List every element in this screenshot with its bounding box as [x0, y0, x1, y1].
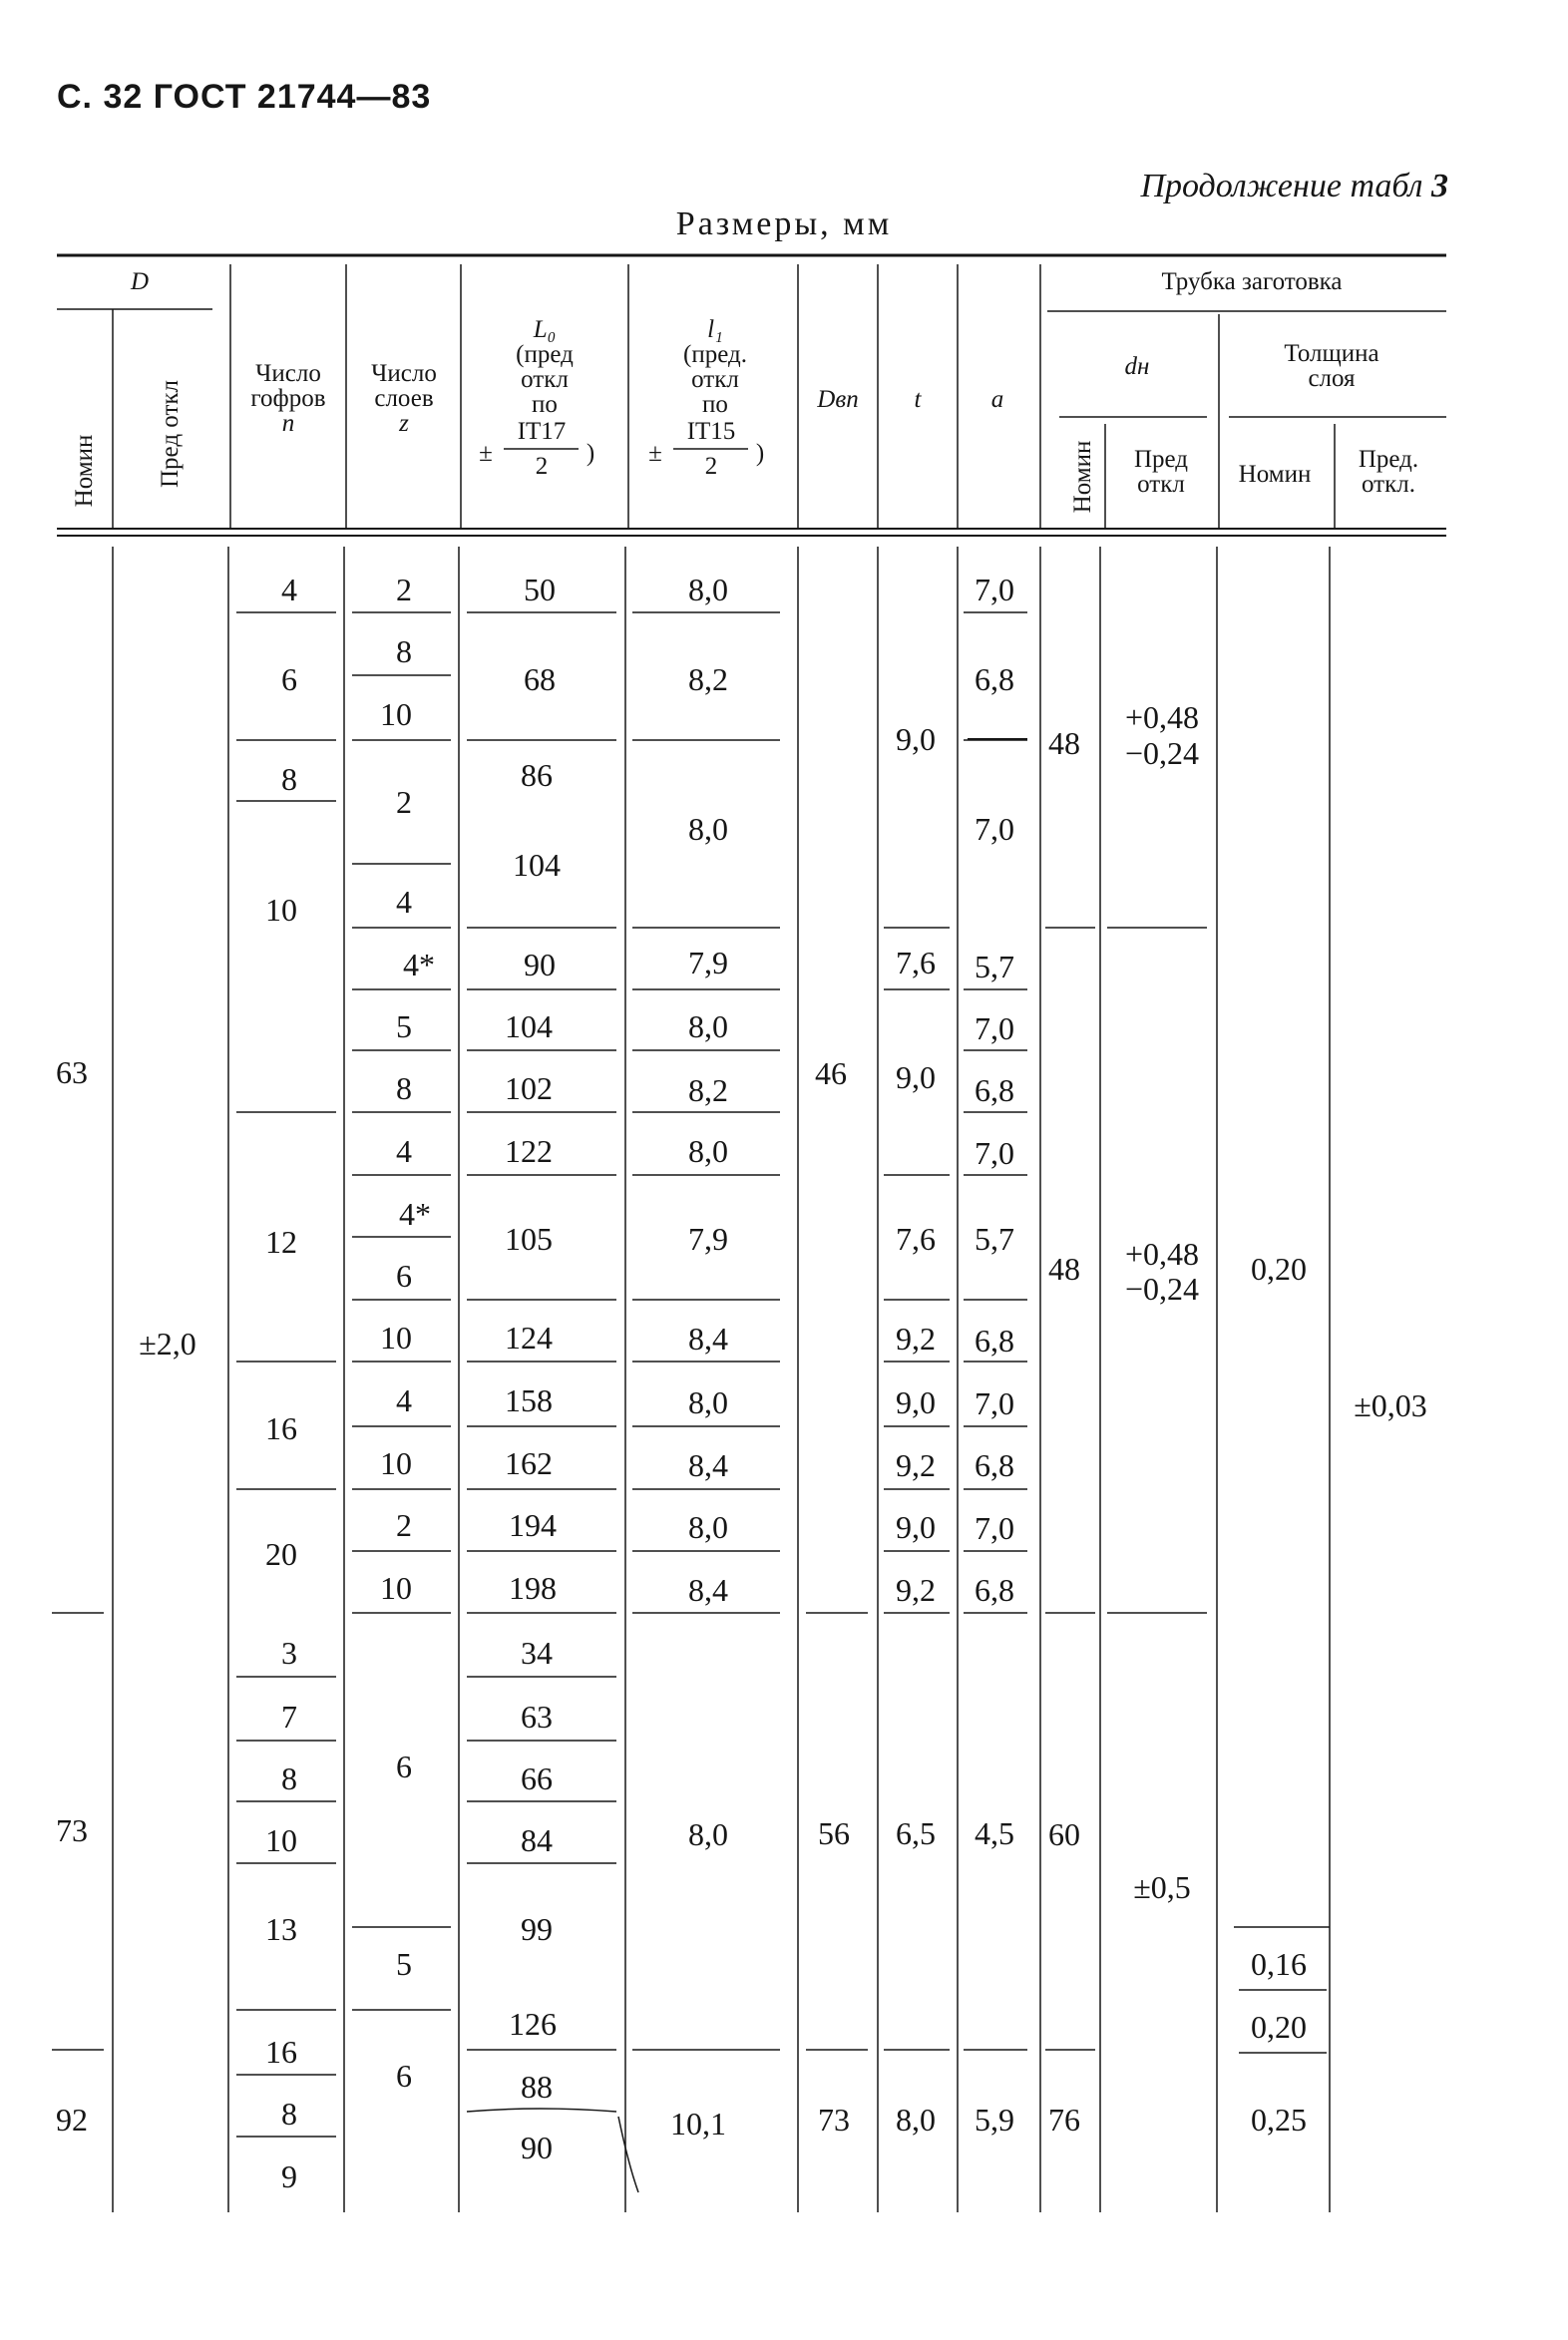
header-L0-num: IT17: [517, 418, 567, 445]
L0-value: 105: [505, 1221, 553, 1257]
header-L0-pm: ±: [479, 440, 493, 467]
Dvp-value: 56: [818, 1815, 850, 1851]
D-value: 63: [56, 1054, 88, 1090]
a-value: 5,9: [975, 2102, 1014, 2138]
Dvp-value: 73: [818, 2102, 850, 2138]
header-l1-num: IT15: [686, 418, 736, 445]
l1-value: 8,4: [688, 1447, 728, 1483]
header-l1-pm: ±: [648, 440, 662, 467]
dn-tol-upper: +0,48: [1124, 699, 1200, 735]
header-L0-4: по: [532, 391, 558, 418]
dn-tol-value: ±0,5: [1133, 1869, 1191, 1905]
z-value: 4*: [399, 1196, 431, 1232]
header-dn-nomin: Номин: [1069, 440, 1096, 514]
L0-value: 194: [509, 1507, 557, 1543]
l1-value: 8,4: [688, 1572, 728, 1608]
dn-tol-lower: −0,24: [1124, 735, 1200, 771]
n-value: 16: [265, 2034, 297, 2070]
n-value: 8: [281, 761, 297, 797]
L0-value: 99: [521, 1911, 553, 1947]
L0-value: 63: [521, 1699, 553, 1735]
header-a: a: [990, 386, 1004, 413]
l1-value: 8,4: [688, 1321, 728, 1357]
a-value: 6,8: [975, 661, 1014, 697]
z-value: 2: [396, 572, 412, 607]
l1-value: 7,9: [688, 945, 728, 980]
t-value: 8,0: [896, 2102, 936, 2138]
z-value: 10: [380, 696, 412, 732]
L0-value: 84: [521, 1822, 553, 1858]
header-z-3: z: [399, 410, 409, 437]
t-value: 9,2: [896, 1572, 936, 1608]
a-value: 4,5: [975, 1815, 1014, 1851]
D-tolerance: ±2,0: [139, 1326, 196, 1362]
t-value: 9,0: [896, 721, 936, 757]
l1-value: 8,2: [688, 661, 728, 697]
l1-value: 8,0: [688, 1816, 728, 1852]
header-z-1: Число: [371, 360, 437, 387]
header-n-2: гофров: [250, 385, 326, 412]
header-thickness-2: слоя: [1308, 365, 1356, 392]
l1-value: 8,2: [688, 1072, 728, 1108]
dn-tol-lower: −0,24: [1124, 1271, 1200, 1307]
dn-nomin-value: 48: [1048, 1251, 1080, 1287]
header-l1-3: откл: [691, 366, 739, 393]
z-value: 4: [396, 1382, 412, 1418]
Dvp-value: 46: [815, 1055, 847, 1091]
dn-nomin-value: 76: [1048, 2102, 1080, 2138]
l1-value: 8,0: [688, 1133, 728, 1169]
a-value: 5,7: [975, 1221, 1014, 1257]
n-value: 4: [281, 572, 297, 607]
z-value: 4: [396, 884, 412, 920]
n-value: 10: [265, 892, 297, 928]
table-number: 3: [1431, 168, 1448, 204]
a-value: 6,8: [975, 1072, 1014, 1108]
thickness-nomin-value: 0,25: [1251, 2102, 1307, 2138]
D-value: 92: [56, 2102, 88, 2138]
l1-value: 8,0: [688, 811, 728, 847]
t-value: 9,2: [896, 1321, 936, 1357]
thickness-nomin-value: 0,20: [1251, 2009, 1307, 2045]
header-n-1: Число: [255, 360, 321, 387]
a-value: 7,0: [975, 1385, 1014, 1421]
header-dn: dн: [1124, 353, 1150, 380]
z-value: 4*: [403, 947, 435, 982]
L0-value: 90: [521, 2130, 553, 2165]
header-l1-paren: ): [755, 440, 765, 467]
a-value: 5,7: [975, 949, 1014, 984]
header-Dvp: Dвп: [817, 386, 859, 413]
L0-value: 68: [524, 661, 556, 697]
header-l1-4: по: [702, 391, 728, 418]
z-value: 5: [396, 1008, 412, 1044]
L0-value: 198: [509, 1570, 557, 1606]
t-value: 7,6: [896, 1221, 936, 1257]
header-D-pred-otkl: Пред откл: [157, 379, 184, 489]
n-value: 10: [265, 1822, 297, 1858]
page-title: С. 32 ГОСТ 21744—83: [57, 78, 432, 116]
l1-value: 8,0: [688, 572, 728, 607]
dn-nomin-value: 60: [1048, 1816, 1080, 1852]
L0-value: 158: [505, 1382, 553, 1418]
a-value: 6,8: [975, 1572, 1014, 1608]
a-value: 7,0: [975, 1010, 1014, 1046]
header-D-nomin: Номин: [71, 434, 98, 508]
l1-value: 8,0: [688, 1384, 728, 1420]
z-value: 8: [396, 633, 412, 669]
dn-tol-upper: +0,48: [1124, 1236, 1200, 1272]
L0-value: 34: [521, 1635, 553, 1671]
thickness-nomin-value: 0,20: [1251, 1251, 1307, 1287]
l1-value: 7,9: [688, 1221, 728, 1257]
header-th-pred-1: Пред.: [1358, 446, 1419, 473]
header-th-pred-2: откл.: [1362, 471, 1415, 498]
z-value: 10: [380, 1570, 412, 1606]
z-value: 8: [396, 1070, 412, 1106]
header-thickness-1: Толщина: [1284, 340, 1379, 367]
t-value: 7,6: [896, 945, 936, 980]
t-value: 9,0: [896, 1509, 936, 1545]
L0-value: 104: [505, 1008, 553, 1044]
header-L0-2: (пред: [516, 341, 574, 368]
L0-value: 66: [521, 1760, 553, 1796]
header-z-2: слоев: [374, 385, 434, 412]
L0-value: 88: [521, 2069, 553, 2105]
z-value: 10: [380, 1445, 412, 1481]
header-dn-pred-2: откл: [1137, 471, 1185, 498]
header-L0-den: 2: [535, 453, 549, 480]
a-value: 7,0: [975, 1135, 1014, 1171]
n-value: 9: [281, 2158, 297, 2194]
header-L0: L₀: [533, 316, 557, 343]
L0-value: 102: [505, 1070, 553, 1106]
a-value: 7,0: [975, 811, 1014, 847]
n-value: 8: [281, 1760, 297, 1796]
L0-value: 104: [513, 847, 561, 883]
sizes-caption: Размеры, мм: [675, 205, 893, 242]
z-value: 6: [396, 1258, 412, 1294]
L0-value: 86: [521, 757, 553, 793]
a-value: 7,0: [975, 1510, 1014, 1546]
a-value: 6,8: [975, 1447, 1014, 1483]
a-value: 7,0: [975, 572, 1014, 607]
table-rules: [52, 255, 1446, 2212]
t-value: 9,0: [896, 1384, 936, 1420]
continuation-text: Продолжение табл: [1140, 168, 1423, 204]
L0-value: 162: [505, 1445, 553, 1481]
header-th-nomin: Номин: [1238, 461, 1312, 488]
dn-nomin-value: 48: [1048, 725, 1080, 761]
header-t: t: [914, 386, 922, 413]
z-value: 5: [396, 1946, 412, 1982]
n-value: 6: [281, 661, 297, 697]
header-l1-2: (пред.: [683, 341, 747, 368]
header-D: D: [130, 268, 150, 295]
z-value: 10: [380, 1320, 412, 1356]
header-tube: Трубка заготовка: [1161, 268, 1343, 295]
l1-value: 10,1: [670, 2106, 726, 2142]
L0-value: 124: [505, 1320, 553, 1356]
thickness-tol-value: ±0,03: [1354, 1387, 1427, 1423]
header-dn-pred-1: Пред: [1133, 446, 1189, 473]
l1-value: 8,0: [688, 1509, 728, 1545]
header-L0-3: откл: [521, 366, 569, 393]
L0-value: 90: [524, 947, 556, 982]
thickness-nomin-value: 0,16: [1251, 1946, 1307, 1982]
header-l1-den: 2: [704, 453, 718, 480]
z-value: 6: [396, 2058, 412, 2094]
a-value: 6,8: [975, 1323, 1014, 1359]
n-value: 16: [265, 1410, 297, 1446]
n-value: 7: [281, 1699, 297, 1735]
t-value: 9,0: [896, 1059, 936, 1095]
header-L0-paren: ): [586, 440, 595, 467]
L0-value: 122: [505, 1133, 553, 1169]
t-value: 9,2: [896, 1447, 936, 1483]
L0-value: 126: [509, 2006, 557, 2042]
z-value: 4: [396, 1133, 412, 1169]
n-value: 12: [265, 1224, 297, 1260]
z-value: 6: [396, 1749, 412, 1784]
n-value: 8: [281, 2096, 297, 2132]
header-n-3: n: [281, 410, 295, 437]
D-value: 73: [56, 1812, 88, 1848]
n-value: 13: [265, 1911, 297, 1947]
t-value: 6,5: [896, 1815, 936, 1851]
header-l1: l₁: [707, 316, 723, 343]
L0-value: 50: [524, 572, 556, 607]
l1-value: 8,0: [688, 1008, 728, 1044]
n-value: 3: [281, 1635, 297, 1671]
z-value: 2: [396, 1507, 412, 1543]
z-value: 2: [396, 784, 412, 820]
n-value: 20: [265, 1536, 297, 1572]
